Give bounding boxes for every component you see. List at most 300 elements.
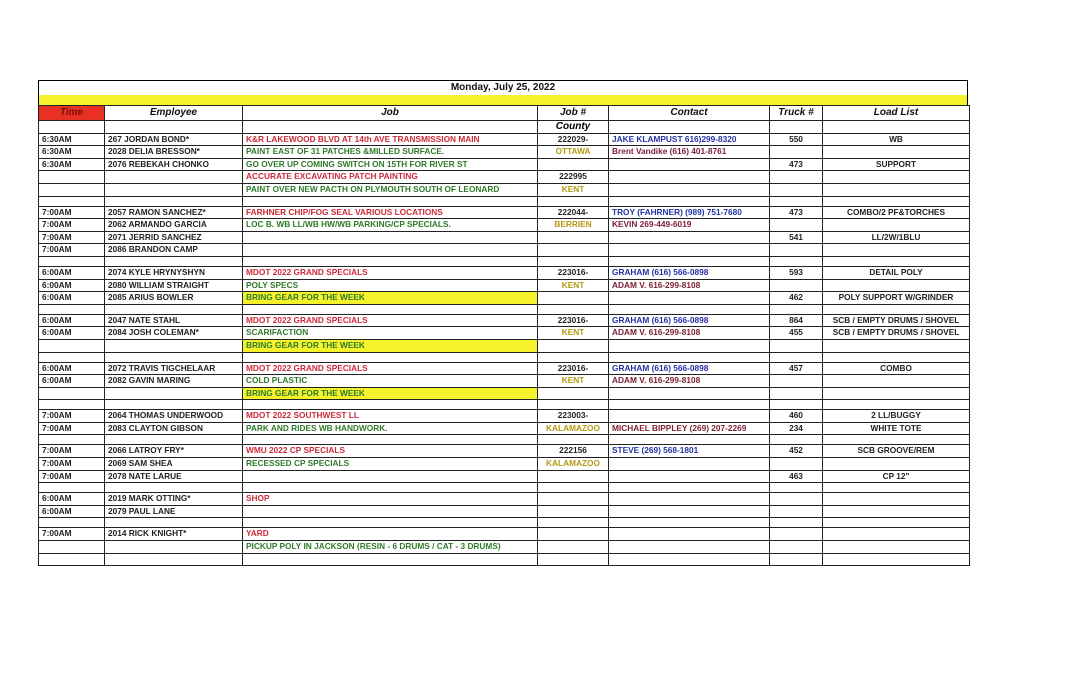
contact-cell: [609, 171, 770, 184]
subheader-empty: [243, 121, 538, 134]
load-list-cell: [823, 183, 970, 196]
truck-cell: 864: [770, 314, 823, 327]
time-cell: 7:00AM: [39, 422, 105, 435]
job-cell: PAINT OVER NEW PACTH ON PLYMOUTH SOUTH OF LEONARD: [243, 183, 538, 196]
spacer-cell: [823, 256, 970, 266]
table-row: [39, 171, 970, 184]
spacer-cell: [770, 435, 823, 445]
spacer-cell: [105, 352, 243, 362]
contact-cell: [609, 231, 770, 244]
spacer-cell: [39, 483, 105, 493]
employee-cell: 2014 RICK KNIGHT*: [105, 528, 243, 541]
table-row: [39, 231, 970, 244]
spacer-cell: [243, 400, 538, 410]
job-number-cell: KALAMAZOO: [538, 422, 609, 435]
title-highlight-bar: [38, 95, 968, 105]
contact-cell: Brent Vandike (616) 401-8761: [609, 146, 770, 159]
load-list-cell: [823, 493, 970, 506]
load-list-cell: [823, 219, 970, 232]
header-row: [39, 106, 970, 121]
contact-cell: GRAHAM (616) 566-0898: [609, 266, 770, 279]
table-row: [39, 458, 970, 471]
time-cell: 6:00AM: [39, 505, 105, 518]
time-cell: 7:00AM: [39, 219, 105, 232]
employee-cell: 2066 LATROY FRY*: [105, 445, 243, 458]
table-row: [39, 541, 970, 554]
employee-cell: 2069 SAM SHEA: [105, 458, 243, 471]
load-list-cell: COMBO: [823, 362, 970, 375]
spacer-cell: [39, 304, 105, 314]
load-list-cell: SUPPORT: [823, 158, 970, 171]
contact-cell: KEVIN 269-449-6019: [609, 219, 770, 232]
table-row: [39, 445, 970, 458]
job-number-cell: [538, 231, 609, 244]
spacer-cell: [823, 304, 970, 314]
spacer-cell: [243, 518, 538, 528]
job-cell: BRING GEAR FOR THE WEEK: [243, 292, 538, 305]
employee-cell: [105, 183, 243, 196]
job-number-cell: [538, 292, 609, 305]
job-number-cell: 223016-: [538, 314, 609, 327]
time-cell: 6:00AM: [39, 314, 105, 327]
contact-cell: ADAM V. 616-299-8108: [609, 279, 770, 292]
subheader-empty: [105, 121, 243, 134]
truck-cell: 234: [770, 422, 823, 435]
time-cell: [39, 339, 105, 352]
truck-cell: [770, 375, 823, 388]
job-number-cell: [538, 541, 609, 554]
time-cell: 6:00AM: [39, 292, 105, 305]
job-number-cell: [538, 339, 609, 352]
table-row: [39, 158, 970, 171]
contact-cell: [609, 158, 770, 171]
spacer-row: [39, 256, 970, 266]
load-list-cell: SCB / EMPTY DRUMS / SHOVEL: [823, 314, 970, 327]
job-cell: K&R LAKEWOOD BLVD AT 14th AVE TRANSMISSION MAIN: [243, 133, 538, 146]
contact-cell: GRAHAM (616) 566-0898: [609, 362, 770, 375]
employee-cell: 2064 THOMAS UNDERWOOD: [105, 410, 243, 423]
truck-cell: [770, 387, 823, 400]
header-time: Time: [39, 106, 105, 121]
job-cell: SHOP: [243, 493, 538, 506]
time-cell: [39, 541, 105, 554]
spacer-cell: [39, 435, 105, 445]
load-list-cell: WHITE TOTE: [823, 422, 970, 435]
time-cell: 7:00AM: [39, 206, 105, 219]
schedule-sheet: [38, 80, 968, 566]
load-list-cell: [823, 528, 970, 541]
spacer-cell: [538, 400, 609, 410]
spacer-cell: [105, 196, 243, 206]
truck-cell: 463: [770, 470, 823, 483]
job-cell: MDOT 2022 GRAND SPECIALS: [243, 266, 538, 279]
spacer-cell: [243, 196, 538, 206]
spacer-cell: [105, 256, 243, 266]
employee-cell: 2019 MARK OTTING*: [105, 493, 243, 506]
spacer-cell: [39, 196, 105, 206]
time-cell: 7:00AM: [39, 410, 105, 423]
job-cell: FARHNER CHIP/FOG SEAL VARIOUS LOCATIONS: [243, 206, 538, 219]
job-number-cell: KENT: [538, 375, 609, 388]
time-cell: 6:30AM: [39, 158, 105, 171]
spacer-cell: [39, 400, 105, 410]
job-cell: YARD: [243, 528, 538, 541]
spacer-cell: [770, 196, 823, 206]
header-load-list: Load List: [823, 106, 970, 121]
contact-cell: [609, 244, 770, 257]
spacer-cell: [770, 400, 823, 410]
employee-cell: 2057 RAMON SANCHEZ*: [105, 206, 243, 219]
table-row: [39, 410, 970, 423]
truck-cell: 452: [770, 445, 823, 458]
employee-cell: 2082 GAVIN MARING: [105, 375, 243, 388]
employee-cell: [105, 171, 243, 184]
subheader-empty: [39, 121, 105, 134]
load-list-cell: CP 12": [823, 470, 970, 483]
schedule-table: [38, 105, 970, 566]
truck-cell: 457: [770, 362, 823, 375]
truck-cell: [770, 528, 823, 541]
table-row: [39, 387, 970, 400]
employee-cell: 2083 CLAYTON GIBSON: [105, 422, 243, 435]
spacer-cell: [823, 196, 970, 206]
job-cell: LOC B. WB LL/WB HW/WB PARKING/CP SPECIALS.: [243, 219, 538, 232]
contact-cell: [609, 339, 770, 352]
job-number-cell: 222044-: [538, 206, 609, 219]
job-cell: POLY SPECS: [243, 279, 538, 292]
employee-cell: 2080 WILLIAM STRAIGHT: [105, 279, 243, 292]
job-number-cell: OTTAWA: [538, 146, 609, 159]
spacer-cell: [823, 352, 970, 362]
truck-cell: [770, 279, 823, 292]
contact-cell: [609, 505, 770, 518]
job-cell: COLD PLASTIC: [243, 375, 538, 388]
spacer-cell: [823, 483, 970, 493]
schedule-date-title: Monday, July 25, 2022: [38, 80, 968, 95]
contact-cell: [609, 410, 770, 423]
spacer-cell: [609, 352, 770, 362]
load-list-cell: [823, 541, 970, 554]
contact-cell: GRAHAM (616) 566-0898: [609, 314, 770, 327]
spacer-cell: [39, 256, 105, 266]
spacer-cell: [538, 435, 609, 445]
spacer-cell: [823, 435, 970, 445]
employee-cell: 2074 KYLE HRYNYSHYN: [105, 266, 243, 279]
table-row: [39, 279, 970, 292]
job-number-cell: [538, 493, 609, 506]
job-number-cell: 223003-: [538, 410, 609, 423]
job-cell: WMU 2022 CP SPECIALS: [243, 445, 538, 458]
spacer-cell: [538, 483, 609, 493]
time-cell: 6:30AM: [39, 146, 105, 159]
spacer-cell: [538, 256, 609, 266]
truck-cell: [770, 171, 823, 184]
table-row: [39, 553, 970, 566]
header-job: Job: [243, 106, 538, 121]
load-list-cell: SCB / EMPTY DRUMS / SHOVEL: [823, 327, 970, 340]
job-cell: ACCURATE EXCAVATING PATCH PAINTING: [243, 171, 538, 184]
spacer-cell: [105, 400, 243, 410]
employee-cell: 2076 REBEKAH CHONKO: [105, 158, 243, 171]
spacer-cell: [105, 483, 243, 493]
job-number-cell: 223016-: [538, 362, 609, 375]
schedule-rows: [39, 133, 970, 566]
employee-cell: 2071 JERRID SANCHEZ: [105, 231, 243, 244]
truck-cell: 593: [770, 266, 823, 279]
truck-cell: [770, 244, 823, 257]
table-row: [39, 146, 970, 159]
job-cell: [243, 553, 538, 566]
load-list-cell: [823, 505, 970, 518]
truck-cell: [770, 553, 823, 566]
time-cell: 7:00AM: [39, 470, 105, 483]
spacer-row: [39, 435, 970, 445]
subheader-empty: [823, 121, 970, 134]
spacer-cell: [609, 256, 770, 266]
load-list-cell: COMBO/2 PF&TORCHES: [823, 206, 970, 219]
job-cell: PICKUP POLY IN JACKSON (RESIN - 6 DRUMS / CAT - 3 DRUMS): [243, 541, 538, 554]
job-number-cell: 222029-: [538, 133, 609, 146]
contact-cell: [609, 528, 770, 541]
employee-cell: 2062 ARMANDO GARCIA: [105, 219, 243, 232]
job-number-cell: 222995: [538, 171, 609, 184]
load-list-cell: [823, 339, 970, 352]
table-row: [39, 292, 970, 305]
job-cell: MDOT 2022 GRAND SPECIALS: [243, 362, 538, 375]
time-cell: 6:30AM: [39, 133, 105, 146]
job-cell: PAINT EAST OF 31 PATCHES &MILLED SURFACE.: [243, 146, 538, 159]
time-cell: 6:00AM: [39, 493, 105, 506]
time-cell: 7:00AM: [39, 445, 105, 458]
job-number-cell: 223016-: [538, 266, 609, 279]
employee-cell: 2086 BRANDON CAMP: [105, 244, 243, 257]
table-row: [39, 183, 970, 196]
contact-cell: STEVE (269) 568-1801: [609, 445, 770, 458]
spacer-cell: [243, 304, 538, 314]
contact-cell: [609, 553, 770, 566]
job-number-cell: KENT: [538, 279, 609, 292]
spacer-row: [39, 196, 970, 206]
contact-cell: MICHAEL BIPPLEY (269) 207-2269: [609, 422, 770, 435]
table-row: [39, 528, 970, 541]
truck-cell: [770, 146, 823, 159]
load-list-cell: LL/2W/1BLU: [823, 231, 970, 244]
spacer-cell: [105, 518, 243, 528]
job-number-cell: 222156: [538, 445, 609, 458]
employee-cell: [105, 541, 243, 554]
table-row: [39, 314, 970, 327]
truck-cell: [770, 505, 823, 518]
spacer-cell: [609, 518, 770, 528]
time-cell: 7:00AM: [39, 528, 105, 541]
employee-cell: [105, 553, 243, 566]
load-list-cell: [823, 553, 970, 566]
job-number-cell: [538, 528, 609, 541]
employee-cell: 2028 DELIA BRESSON*: [105, 146, 243, 159]
time-cell: 7:00AM: [39, 231, 105, 244]
time-cell: 6:00AM: [39, 362, 105, 375]
spacer-row: [39, 518, 970, 528]
time-cell: [39, 183, 105, 196]
employee-cell: 2084 JOSH COLEMAN*: [105, 327, 243, 340]
subheader-empty: [609, 121, 770, 134]
job-number-cell: [538, 470, 609, 483]
time-cell: 7:00AM: [39, 458, 105, 471]
table-row: [39, 470, 970, 483]
table-row: [39, 505, 970, 518]
job-cell: MDOT 2022 GRAND SPECIALS: [243, 314, 538, 327]
table-row: [39, 206, 970, 219]
load-list-cell: [823, 387, 970, 400]
job-number-cell: [538, 505, 609, 518]
spacer-cell: [105, 304, 243, 314]
spacer-cell: [243, 483, 538, 493]
job-cell: [243, 231, 538, 244]
spacer-cell: [770, 304, 823, 314]
contact-cell: [609, 458, 770, 471]
truck-cell: 460: [770, 410, 823, 423]
employee-cell: 2078 NATE LARUE: [105, 470, 243, 483]
time-cell: 6:00AM: [39, 266, 105, 279]
truck-cell: [770, 541, 823, 554]
job-cell: GO OVER UP COMING SWITCH ON 15TH FOR RIVER ST: [243, 158, 538, 171]
spacer-cell: [538, 196, 609, 206]
spacer-cell: [770, 256, 823, 266]
job-cell: BRING GEAR FOR THE WEEK: [243, 387, 538, 400]
table-row: [39, 219, 970, 232]
truck-cell: [770, 219, 823, 232]
contact-cell: [609, 387, 770, 400]
employee-cell: [105, 339, 243, 352]
table-row: [39, 244, 970, 257]
job-cell: MDOT 2022 SOUTHWEST LL: [243, 410, 538, 423]
contact-cell: ADAM V. 616-299-8108: [609, 327, 770, 340]
time-cell: 6:00AM: [39, 375, 105, 388]
contact-cell: [609, 292, 770, 305]
spacer-cell: [609, 196, 770, 206]
job-number-cell: [538, 158, 609, 171]
employee-cell: [105, 387, 243, 400]
header-county: County: [538, 121, 609, 134]
job-number-cell: [538, 553, 609, 566]
spacer-cell: [243, 352, 538, 362]
load-list-cell: [823, 375, 970, 388]
job-cell: BRING GEAR FOR THE WEEK: [243, 339, 538, 352]
spacer-cell: [609, 435, 770, 445]
spacer-cell: [770, 518, 823, 528]
time-cell: 7:00AM: [39, 244, 105, 257]
contact-cell: TROY (FAHRNER) (989) 751-7680: [609, 206, 770, 219]
job-cell: [243, 505, 538, 518]
spacer-row: [39, 400, 970, 410]
spacer-row: [39, 304, 970, 314]
job-cell: [243, 470, 538, 483]
time-cell: [39, 553, 105, 566]
time-cell: 6:00AM: [39, 327, 105, 340]
spacer-cell: [243, 256, 538, 266]
spacer-cell: [39, 352, 105, 362]
spacer-cell: [823, 400, 970, 410]
truck-cell: 473: [770, 206, 823, 219]
truck-cell: [770, 493, 823, 506]
spacer-cell: [609, 304, 770, 314]
truck-cell: 462: [770, 292, 823, 305]
contact-cell: [609, 183, 770, 196]
table-row: [39, 266, 970, 279]
spacer-cell: [105, 435, 243, 445]
spacer-row: [39, 483, 970, 493]
spacer-cell: [609, 400, 770, 410]
spacer-cell: [609, 483, 770, 493]
job-cell: PARK AND RIDES WB HANDWORK.: [243, 422, 538, 435]
job-cell: [243, 244, 538, 257]
load-list-cell: SCB GROOVE/REM: [823, 445, 970, 458]
contact-cell: JAKE KLAMPUST 616)299-8320: [609, 133, 770, 146]
truck-cell: [770, 458, 823, 471]
truck-cell: [770, 183, 823, 196]
contact-cell: [609, 470, 770, 483]
spacer-cell: [538, 352, 609, 362]
load-list-cell: [823, 279, 970, 292]
header-employee: Employee: [105, 106, 243, 121]
truck-cell: 455: [770, 327, 823, 340]
county-subheader-row: [39, 121, 970, 134]
job-number-cell: BERRIEN: [538, 219, 609, 232]
load-list-cell: [823, 244, 970, 257]
job-cell: SCARIFACTION: [243, 327, 538, 340]
load-list-cell: WB: [823, 133, 970, 146]
employee-cell: 2072 TRAVIS TIGCHELAAR: [105, 362, 243, 375]
contact-cell: [609, 541, 770, 554]
load-list-cell: [823, 171, 970, 184]
table-row: [39, 493, 970, 506]
load-list-cell: DETAIL POLY: [823, 266, 970, 279]
subheader-empty: [770, 121, 823, 134]
load-list-cell: POLY SUPPORT W/GRINDER: [823, 292, 970, 305]
job-cell: RECESSED CP SPECIALS: [243, 458, 538, 471]
time-cell: [39, 387, 105, 400]
table-row: [39, 133, 970, 146]
truck-cell: 541: [770, 231, 823, 244]
job-number-cell: KALAMAZOO: [538, 458, 609, 471]
table-row: [39, 327, 970, 340]
truck-cell: [770, 339, 823, 352]
header-contact: Contact: [609, 106, 770, 121]
table-row: [39, 422, 970, 435]
employee-cell: 267 JORDAN BOND*: [105, 133, 243, 146]
job-number-cell: KENT: [538, 183, 609, 196]
job-number-cell: [538, 244, 609, 257]
job-number-cell: [538, 387, 609, 400]
load-list-cell: [823, 458, 970, 471]
header-job-number: Job #: [538, 106, 609, 121]
spacer-cell: [243, 435, 538, 445]
employee-cell: 2079 PAUL LANE: [105, 505, 243, 518]
table-row: [39, 339, 970, 352]
load-list-cell: 2 LL/BUGGY: [823, 410, 970, 423]
spacer-cell: [39, 518, 105, 528]
time-cell: 6:00AM: [39, 279, 105, 292]
load-list-cell: [823, 146, 970, 159]
job-number-cell: KENT: [538, 327, 609, 340]
header-truck: Truck #: [770, 106, 823, 121]
table-row: [39, 375, 970, 388]
spacer-cell: [770, 352, 823, 362]
spacer-row: [39, 352, 970, 362]
time-cell: [39, 171, 105, 184]
spacer-cell: [823, 518, 970, 528]
employee-cell: 2085 ARIUS BOWLER: [105, 292, 243, 305]
